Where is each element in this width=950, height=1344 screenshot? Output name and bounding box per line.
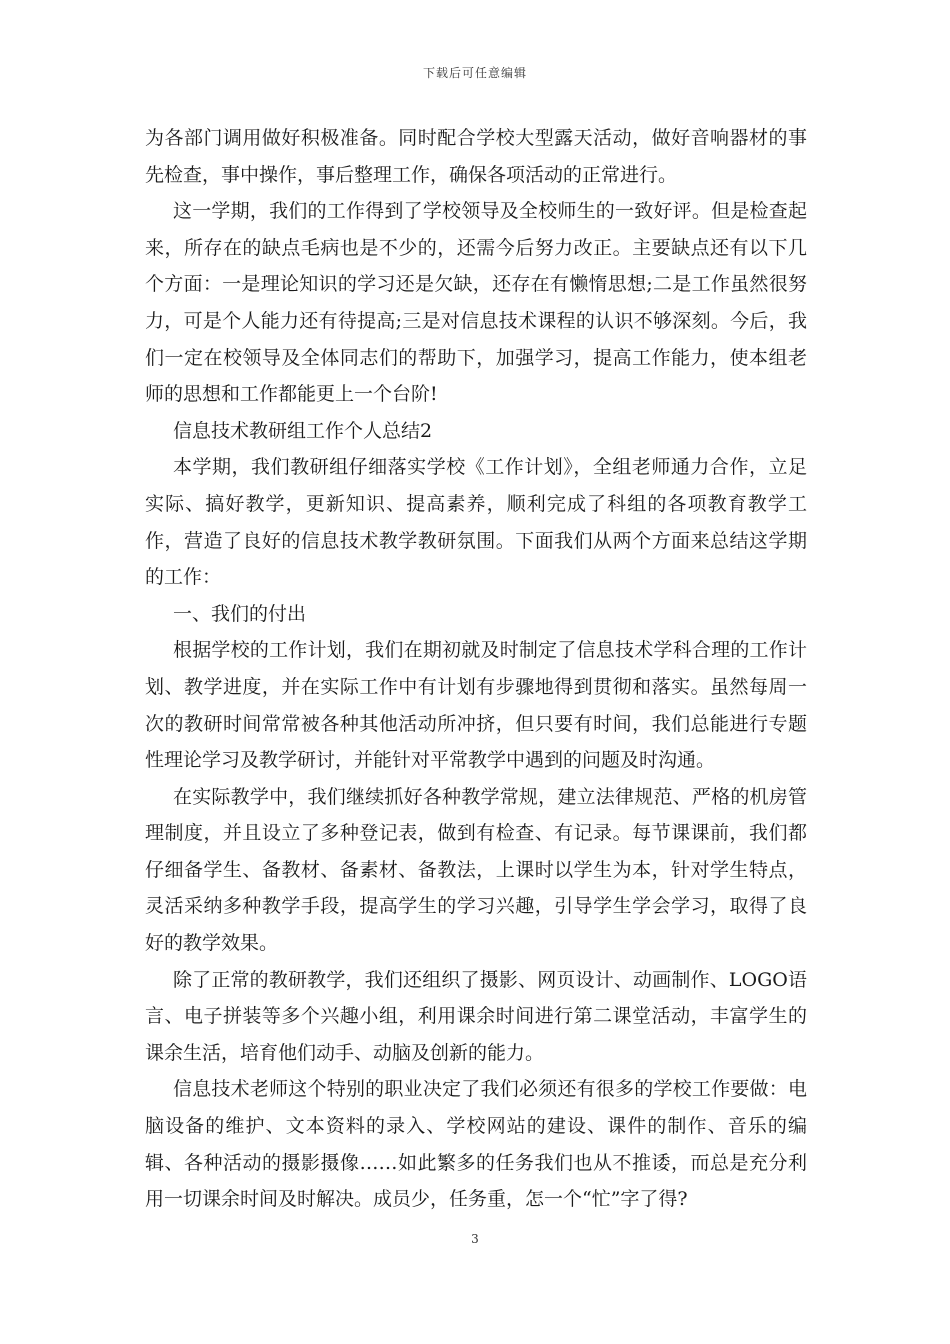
paragraph-5: 在实际教学中，我们继续抓好各种教学常规，建立法律规范、严格的机房管理制度，并且设立了多种登记表，做到有检查、有记录。每节课课前，我们都仔细备学生、备教材、备素材、备教法，上课时以学生为本，针对学生特点，灵活采纳多种教学手段，提高学生的学习兴趣，引导学生学会学习，取得了良好的教学效果。 [145, 785, 807, 955]
paragraph-3: 本学期，我们教研组仔细落实学校《工作计划》，全组老师通力合作，立足实际、搞好教学，更新知识、提高素养，顺利完成了科组的各项教育教学工作，营造了良好的信息技术教学教研氛围。下面我们从两个方面来总结这学期的工作： [145, 456, 807, 589]
paragraph-6: 除了正常的教研教学，我们还组织了摄影、网页设计、动画制作、LOGO语言、电子拼装等多个兴趣小组，利用课余时间进行第二课堂活动，丰富学生的课余生活，培育他们动手、动脑及创新的能力。 [145, 968, 807, 1064]
section-title: 信息技术教研组工作个人总结2 [173, 419, 433, 442]
document-body [145, 120, 807, 1218]
paragraph-7: 信息技术老师这个特别的职业决定了我们必须还有很多的学校工作要做：电脑设备的维护、文本资料的录入、学校网站的建设、课件的制作、音乐的编辑、各种活动的摄影摄像……如此繁多的任务我们也从不推诿，而总是充分利用一切课余时间及时解决。成员少，任务重，怎一个“忙”字了得? [145, 1078, 807, 1211]
page-number: 3 [471, 1232, 479, 1246]
page-header: 下载后可任意编辑 [422, 66, 527, 80]
subsection-heading: 一、我们的付出 [173, 602, 307, 625]
paragraph-1: 为各部门调用做好积极准备。同时配合学校大型露天活动，做好音响器材的事先检查，事中操作，事后整理工作，确保各项活动的正常进行。 [145, 127, 807, 186]
paragraph-4: 根据学校的工作计划，我们在期初就及时制定了信息技术学科合理的工作计划、教学进度，并在实际工作中有计划有步骤地得到贯彻和落实。虽然每周一次的教研时间常常被各种其他活动所冲挤，但只要有时间，我们总能进行专题性理论学习及教学研讨，并能针对平常教学中遇到的问题及时沟通。 [145, 639, 807, 772]
paragraph-2: 这一学期，我们的工作得到了学校领导及全校师生的一致好评。但是检查起来，所存在的缺点毛病也是不少的，还需今后努力改正。主要缺点还有以下几个方面：一是理论知识的学习还是欠缺，还存在有懒惰思想;二是工作虽然很努力，可是个人能力还有待提高;三是对信息技术课程的认识不够深刻。今后，我们一定在校领导及全体同志们的帮助下，加强学习，提高工作能力，使本组老师的思想和工作都能更上一个台阶! [145, 200, 807, 406]
